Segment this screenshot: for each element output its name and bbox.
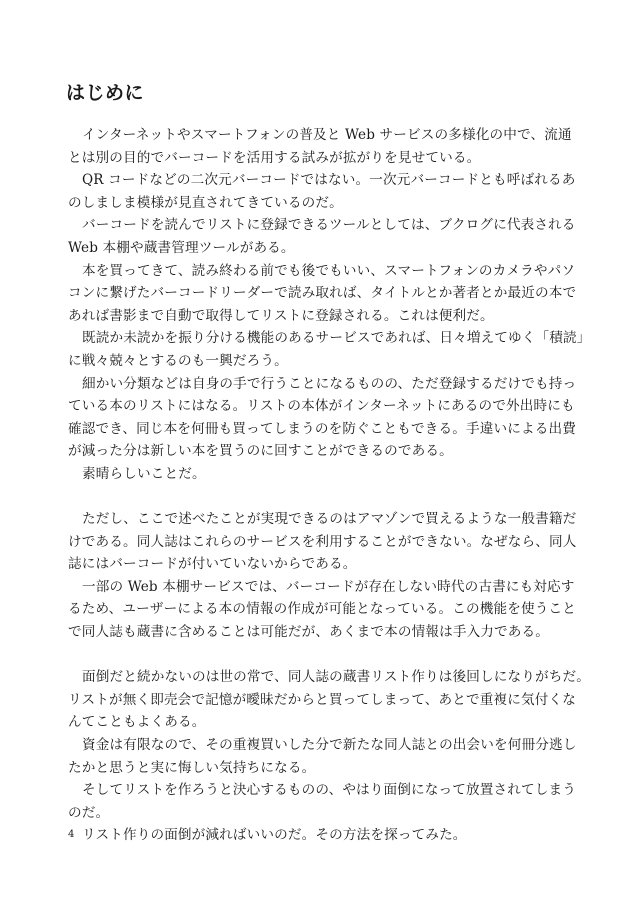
blank-line	[68, 486, 568, 509]
text-line: のしましま模様が見直されてきているのだ。	[68, 194, 343, 211]
text-line: が減った分は新しい本を買うのに回すことができるのである。	[68, 443, 453, 460]
text-line: 本を買ってきて、読み終わる前でも後でもいい、スマートフォンのカメラやパソ	[82, 262, 576, 279]
text-line: 面倒だと続かないのは世の常で、同人誌の蔵書リスト作りは後回しになりがちだ。	[82, 669, 590, 686]
text-line: コンに繋げたバーコードリーダーで読み取れば、タイトルとか著者とか最近の本で	[68, 285, 577, 302]
text-line: 素晴らしいことだ。	[82, 465, 206, 482]
text-line: バーコードを読んでリストに登録できるツールとしては、ブクログに代表される	[82, 217, 576, 234]
page-number: 4	[68, 829, 75, 840]
text-line: たかと思うと実に悔しい気持ちになる。	[68, 759, 316, 776]
text-line: ただし、ここで述べたことが実現できるのはアマゾンで買えるような一般書籍だ	[82, 511, 577, 528]
page-heading: はじめに	[66, 82, 145, 104]
text-line: るため、ユーザーによる本の情報の作成が可能となっている。この機能を使うこと	[68, 601, 576, 618]
text-line: あれば書影まで自動で取得してリストに登録される。これは便利だ。	[68, 307, 494, 324]
text-line: リスト作りの面倒が減ればいいのだ。その方法を探ってみた。	[82, 827, 467, 844]
text-line: リストが無く即売会で記憶が曖昧だからと買ってしまって、あとで重複に気付くな	[68, 691, 576, 708]
text-line: そしてリストを作ろうと決心するものの、やはり面倒になって放置されてしまう	[82, 782, 576, 799]
text-line: 資金は有限なので、その重複買いした分で新たな同人誌との出会いを何冊分逃し	[82, 737, 577, 754]
text-line: インターネットやスマートフォンの普及と Web サービスの多様化の中で、流通	[82, 127, 572, 143]
text-line: 誌にはバーコードが付いていないからである。	[68, 556, 357, 573]
blank-line	[68, 644, 568, 667]
text-line: のだ。	[68, 804, 110, 821]
text-line: 既読か未読かを振り分ける機能のあるサービスであれば、日々増えてゆく「積読」	[82, 330, 591, 347]
text-line: とは別の目的でバーコードを活用する試みが拡がりを見せている。	[68, 149, 481, 166]
text-line: けである。同人誌はこれらのサービスを利用することができない。なぜなら、同人	[68, 533, 577, 550]
text-line: ている本のリストにはなる。リストの本体がインターネットにあるので外出時にも	[68, 398, 575, 415]
text-line: んてこともよくある。	[68, 714, 206, 731]
text-line: に戦々兢々とするのも一興だろう。	[68, 352, 288, 369]
text-line: 確認でき、同じ本を何冊も買ってしまうのを防ぐこともできる。手違いによる出費	[68, 420, 576, 437]
text-line: 細かい分類などは自身の手で行うことになるものの、ただ登録するだけでも持っ	[82, 375, 577, 392]
body-text	[68, 124, 591, 847]
text-line: QR コードなどの二次元バーコードではない。一次元バーコードとも呼ばれるあ	[82, 172, 576, 189]
text-line: で同人誌も蔵書に含めることは可能だが、あくまで本の情報は手入力である。	[68, 624, 550, 641]
text-line: 一部の Web 本棚サービスでは、バーコードが存在しない時代の古書にも対応す	[82, 578, 575, 595]
text-line: Web 本棚や蔵書管理ツールがある。	[68, 239, 295, 256]
